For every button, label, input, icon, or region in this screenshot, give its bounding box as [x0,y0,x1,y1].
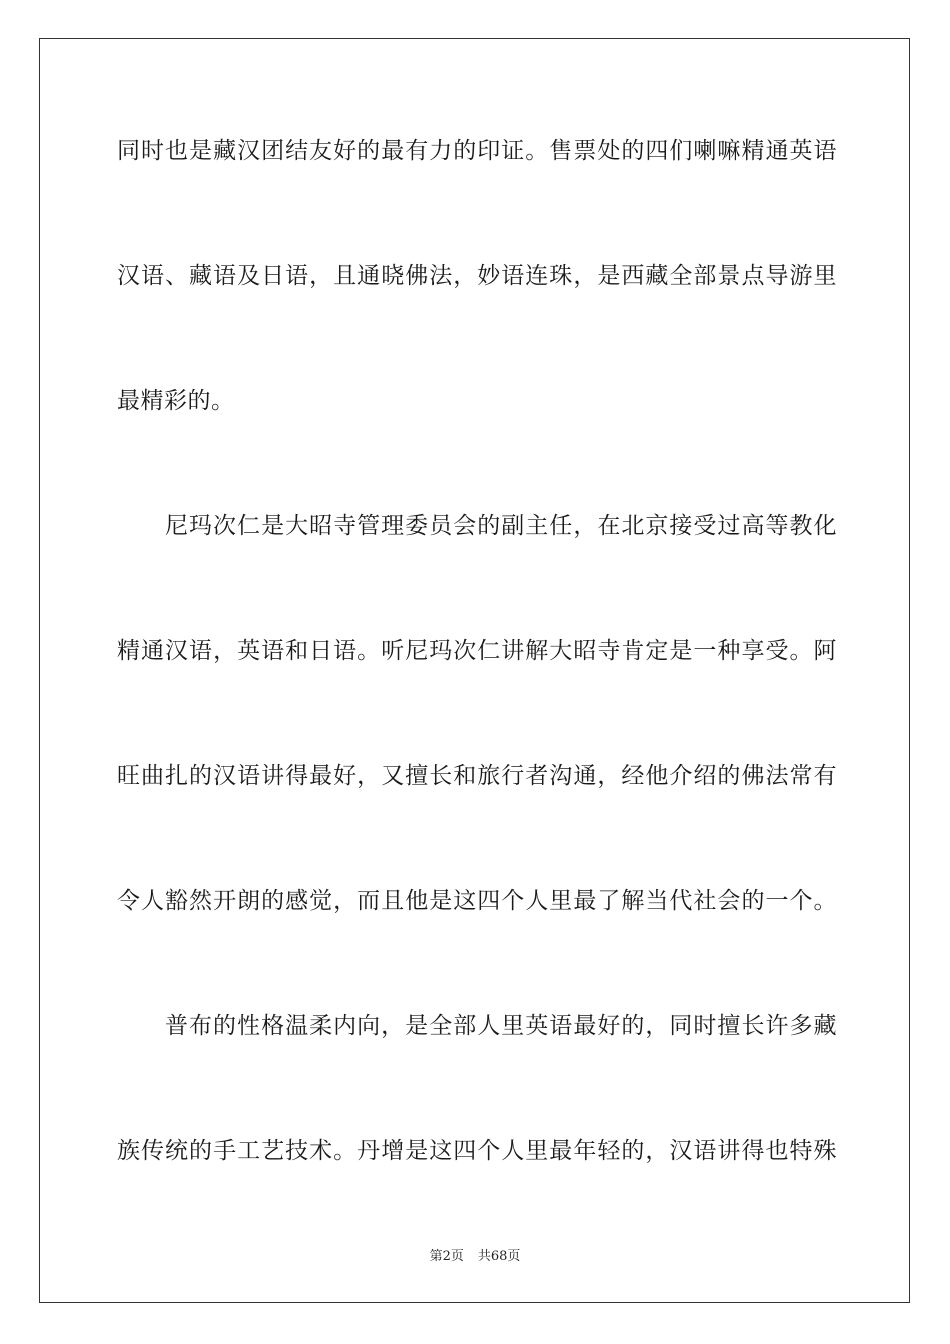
body-text-line-1: 同时也是藏汉团结友好的最有力的印证。售票处的四们喇嘛精通英语 [117,138,837,164]
body-text-line-2: 汉语、藏语及日语，且通晓佛法，妙语连珠，是西藏全部景点导游里 [117,263,837,289]
body-text-line-7: 令人豁然开朗的感觉，而且他是这四个人里最了解当代社会的一个。 [117,888,837,914]
body-text-line-6: 旺曲扎的汉语讲得最好，又擅长和旅行者沟通，经他介绍的佛法常有 [117,763,837,789]
body-text-line-3: 最精彩的。 [117,388,235,414]
total-pages: 共68页 [477,1249,521,1264]
page-border [39,38,910,1303]
paragraph-3-first-line: 普布的性格温柔内向，是全部人里英语最好的，同时擅长许多藏 [165,1013,837,1039]
page-number: 第2页 [429,1249,464,1264]
page-footer [0,1248,950,1266]
paragraph-2-first-line: 尼玛次仁是大昭寺管理委员会的副主任，在北京接受过高等教化 [165,513,837,539]
body-text-line-5: 精通汉语，英语和日语。听尼玛次仁讲解大昭寺肯定是一种享受。阿 [117,638,837,664]
body-text-line-9: 族传统的手工艺技术。丹增是这四个人里最年轻的，汉语讲得也特殊 [117,1138,837,1164]
